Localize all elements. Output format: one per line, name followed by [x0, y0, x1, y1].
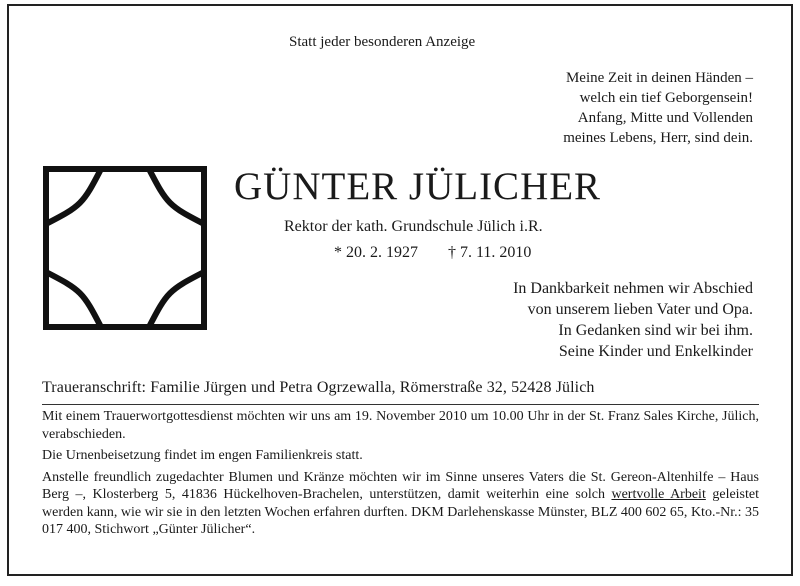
birth-date: * 20. 2. 1927: [334, 244, 418, 261]
obituary-notice: [7, 4, 793, 576]
farewell-line: In Gedanken sind wir bei ihm.: [558, 322, 753, 339]
donation-text-end: geleistet werden kann, wie wir sie in den letzten Wochen erfahren durften. DKM Darlehenskasse Münster, BLZ 400 602 65, Kto.-Nr.: 35 017 400, Stichwort „Günter Jülicher“.: [42, 487, 759, 537]
donation-paragraph: [42, 469, 759, 539]
poem-verse: [453, 68, 753, 148]
farewell-line: von unserem lieben Vater und Opa.: [527, 301, 753, 318]
farewell-text: [413, 278, 753, 362]
donation-emphasis: wertvolle Arbeit: [611, 487, 706, 502]
deceased-name: GÜNTER JÜLICHER: [234, 165, 602, 208]
details-text: [42, 408, 759, 543]
death-date: † 7. 11. 2010: [448, 244, 532, 261]
farewell-line: In Dankbarkeit nehmen wir Abschied: [513, 280, 753, 297]
poem-line: welch ein tief Geborgensein!: [579, 90, 753, 106]
donation-text: Anstelle freundlich zugedachter Blumen und Kränze möchten wir im Sinne unseres Vaters die St. Gereon-Altenhilfe – Haus Berg –, Klosterberg 5, 41836 Hückelhoven-Brachelen, unterstützen, damit weiterhin eine solch: [42, 469, 759, 502]
burial-paragraph: Die Urnenbeisetzung findet im engen Familienkreis statt.: [42, 448, 363, 463]
service-paragraph: Mit einem Trauerwortgottesdienst möchten wir uns am 19. November 2010 um 10.00 Uhr in der St. Franz Sales Kirche, Jülich, verabschieden.: [42, 409, 759, 442]
life-dates: [334, 244, 531, 262]
poem-line: meines Lebens, Herr, sind dein.: [563, 130, 753, 146]
mourning-address: Traueranschrift: Familie Jürgen und Petra Ogrzewalla, Römerstraße 32, 52428 Jülich: [42, 379, 595, 396]
header-line: Statt jeder besonderen Anzeige: [289, 34, 476, 50]
poem-line: Meine Zeit in deinen Händen –: [565, 70, 753, 86]
cross-icon: [43, 166, 207, 330]
poem-line: Anfang, Mitte und Vollenden: [577, 110, 753, 126]
divider: [42, 404, 759, 405]
deceased-title: Rektor der kath. Grundschule Jülich i.R.: [284, 218, 543, 235]
signature-line: Seine Kinder und Enkelkinder: [558, 343, 753, 360]
